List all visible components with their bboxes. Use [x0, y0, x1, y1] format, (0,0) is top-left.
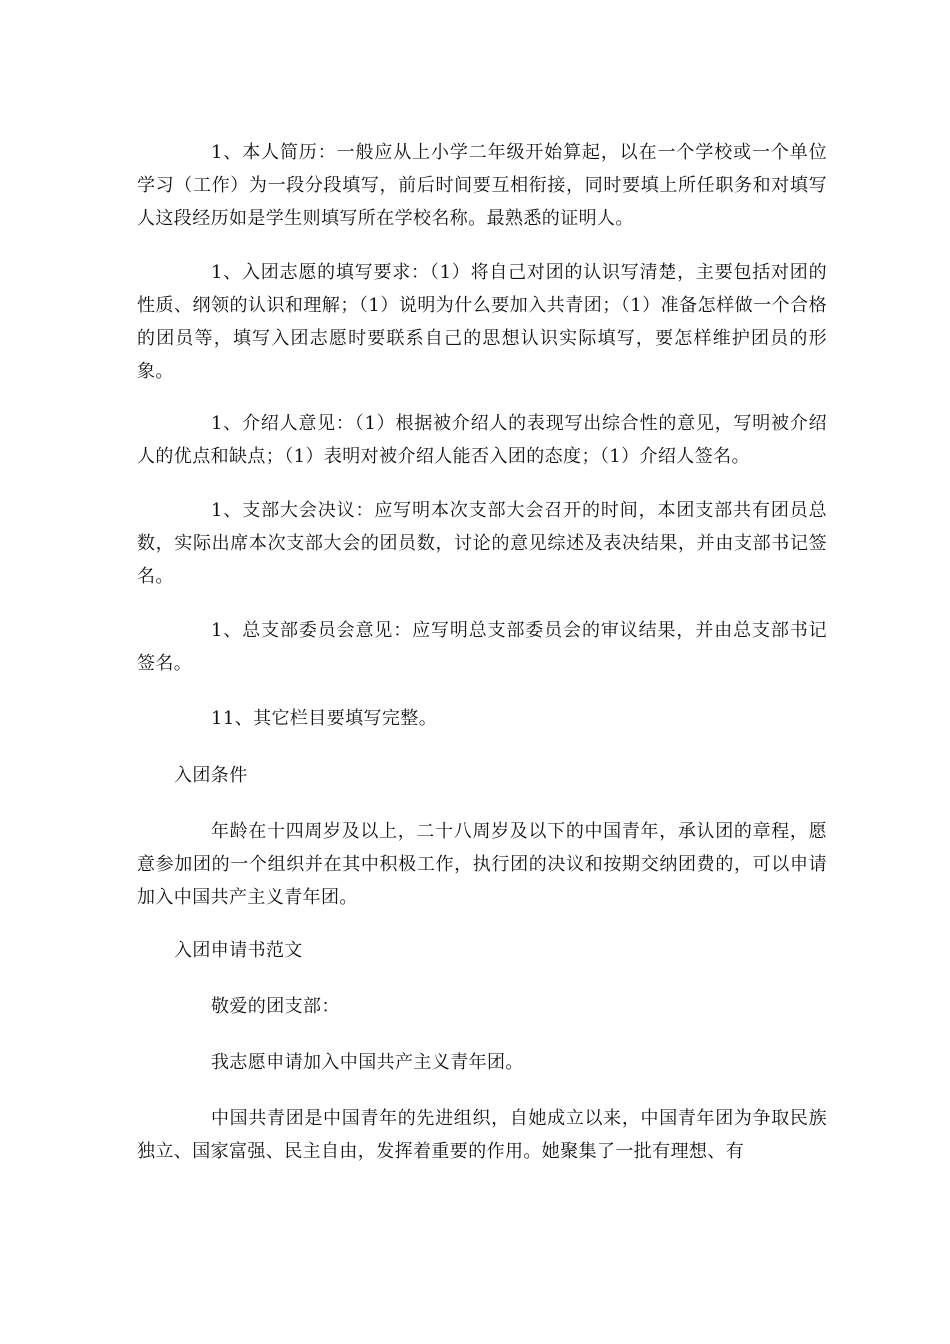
heading-sample-application: 入团申请书范文 [174, 940, 303, 961]
paragraph-general-branch-opinion: 1、总支部委员会意见：应写明总支部委员会的审议结果，并由总支部书记签名。 [137, 620, 827, 674]
paragraph-application-wish: 1、入团志愿的填写要求：（1）将自己对团的认识写清楚，主要包括对团的性质、纲领的认识和理解；（1）说明为什么要加入共青团；（1）准备怎样做一个合格的团员等，填写入团志愿时要联系自己的思想认识实际填写，要怎样维护团员的形象。 [137, 262, 827, 382]
paragraph-admission-conditions: 年龄在十四周岁及以上，二十八周岁及以下的中国青年，承认团的章程，愿意参加团的一个组织并在其中积极工作，执行团的决议和按期交纳团费的，可以申请加入中国共产主义青年团。 [137, 821, 827, 908]
paragraph-other-fields: 11、其它栏目要填写完整。 [211, 708, 438, 729]
paragraph-application-statement: 我志愿申请加入中国共产主义青年团。 [211, 1052, 524, 1073]
heading-admission-conditions: 入团条件 [174, 765, 248, 786]
paragraph-resume: 1、本人简历：一般应从上小学二年级开始算起，以在一个学校或一个单位学习（工作）为一段分段填写，前后时间要互相衔接，同时要填上所任职务和对填写人这段经历如是学生则填写所在学校名称。最熟悉的证明人。 [137, 142, 827, 229]
paragraph-branch-resolution: 1、支部大会决议：应写明本次支部大会召开的时间，本团支部共有团员总数，实际出席本次支部大会的团员数，讨论的意见综述及表决结果，并由支部书记签名。 [137, 500, 827, 587]
paragraph-referrer-opinion: 1、介绍人意见：（1）根据被介绍人的表现写出综合性的意见，写明被介绍人的优点和缺点；（1）表明对被介绍人能否入团的态度；（1）介绍人签名。 [137, 413, 827, 467]
paragraph-league-introduction: 中国共青团是中国青年的先进组织，自她成立以来，中国青年团为争取民族独立、国家富强、民主自由，发挥着重要的作用。她聚集了一批有理想、有 [137, 1108, 827, 1162]
salutation: 敬爱的团支部： [211, 996, 340, 1017]
